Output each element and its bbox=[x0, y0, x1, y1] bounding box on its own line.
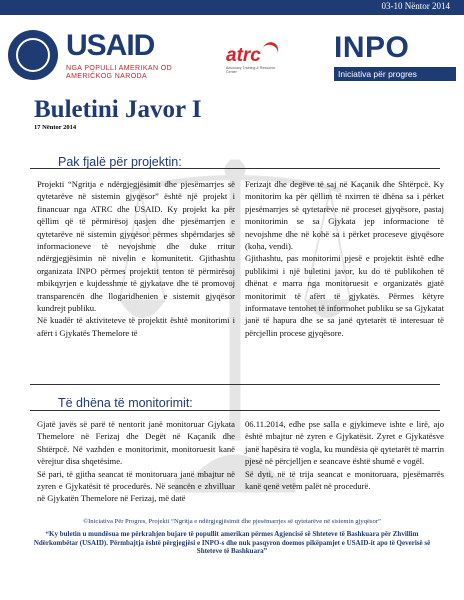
section-divider bbox=[30, 410, 440, 411]
paragraph: Së pari, të gjitha seancat të monitoruara janë mbajtur në zyren e Gjykatësit të procedurës. Në seancën e zhvilluar në Gjykatën Themelore në Ferizaj, më datë bbox=[37, 468, 235, 504]
atrc-logo-name: atrc bbox=[226, 45, 261, 66]
section-heading-monitoring-data: Të dhëna të monitorimit: bbox=[58, 396, 193, 410]
paragraph: Gjithashtu, pas monitorimi pjesë e projektit është edhe publikimi i një buletini javor, ku do të publikohen të dhënat e marra nga monitoruesit e organizatës gjatë monitorimit të afërt të gjykatës. Përmes këtyre informatave tentohet të informohet publiku se sa Gjykatat janë të hapura dhe se sa janë qytetarët të interesuar të përcjellin procese gjyqësore. bbox=[245, 253, 444, 338]
atrc-logo bbox=[226, 46, 284, 76]
inpo-logo-name: INPO bbox=[334, 31, 410, 64]
header-date: 03-10 Nëntor 2014 bbox=[381, 1, 450, 11]
usaid-logo bbox=[8, 29, 173, 82]
copyright-credit: ©Iniciativa Për Progres, Projekti “Ngritja e ndërgjegjësimit dhe pjesëmarrjes së qytetarëve në sistemin gjyqësor” bbox=[83, 518, 381, 525]
paragraph: Ferizajt dhe degëve të saj në Kaçanik dhe Shtërpcë. Ky monitorim ka për qëllim të nxirren të dhëna sa i përket pjesëmarrjes së qytetarëve në proceset gjyqësore, pastaj monitorimin se sa Gjykata jep informacione të nevojshme dhe në kohë sa i përket proceseve gjyqësore (koha, vendi). bbox=[245, 179, 444, 252]
monitoring-data-column-right bbox=[245, 418, 444, 492]
section-divider bbox=[30, 168, 440, 169]
usaid-seal-icon bbox=[8, 30, 58, 80]
atrc-logo-tagline: Advocacy Training & Resource Center bbox=[226, 66, 276, 74]
paragraph: Gjatë javës së parë të nentorit janë monitoruar Gjykata Themelore në Ferizaj dhe Degët në Kaçanik dhe Shtërpcë. Në vazhden e monitorimit, monitoruesit kanë vërejtur disa shqetësime. bbox=[37, 419, 235, 467]
header-bar bbox=[0, 0, 464, 15]
section-heading-about-project: Pak fjalë për projektin: bbox=[58, 155, 182, 169]
usaid-logo-tagline: NGA POPULLI AMERIKAN OD AMERIČKOG NARODA bbox=[66, 65, 173, 80]
about-project-column-left bbox=[37, 178, 235, 339]
section-divider bbox=[30, 384, 440, 385]
bulletin-title: Buletini Javor I bbox=[34, 96, 202, 123]
paragraph: Projekti “Ngritja e ndërgjegjësimit dhe pjesëmarrjes së qytetarëve në sistemin gjyqësor” është një projekt i financuar nga ATRC dhe USAID. Ky projekt ka për qëllim që të përmirësoj qasjen dhe pjesëmarrjen e qytetarëve në sistemin gjyqësor përmes shpërndarjes së informacioneve të nevojshme dhe duke rritur ndërgjegjësimin në nivelin e komunitetit. Gjithashtu organizata INPO përmes projektit tenton të përmirësoj mbikqyrjen e kujdesshme të gjykatave dhe të promovoj transparencën dhe llogaridhenien e sistemit gjyqësor kundrejt publiku. bbox=[37, 179, 235, 314]
inpo-logo-tagline: Iniciativa për progres bbox=[334, 67, 456, 81]
paragraph: 06.11.2014, edhe pse salla e gjykimeve ishte e lirë, ajo është mbajtur në zyren e Gjykatësit. Zyret e Gjykatësve janë hapësira të vogla, ku mundësia që qytetarët të marrin pjesë në përcjelljen e seancave është shumë e vogël. bbox=[245, 419, 444, 467]
usaid-disclaimer: “Ky buletin u mundësua me përkrahjen bujare të popullit amerikan përmes Agjencisë së Shteteve të Bashkuara për Zhvillim Ndërkombëtar (USAID). Përmbajtja është përgjegjësi e INPO-s dhe nuk pasqyron doemos pikëpamjet e USAID-it apo të Qeverisë së Shteteve të Bashkuara” bbox=[33, 530, 431, 556]
paragraph: Në kuadër të aktiviteteve të projektit është monitorimi i afërt i Gjykatës Themelore të bbox=[37, 315, 235, 338]
monitoring-data-column-left bbox=[37, 418, 235, 505]
paragraph: Së dyti, në të trija seancat e monitoruara, pjesëmarrës kanë qenë vetëm palët në procedurë. bbox=[245, 468, 444, 492]
bulletin-date: 17 Nëntor 2014 bbox=[34, 124, 77, 131]
usaid-logo-name: USAID bbox=[66, 29, 155, 62]
about-project-column-right bbox=[245, 178, 444, 339]
inpo-logo bbox=[334, 32, 456, 82]
